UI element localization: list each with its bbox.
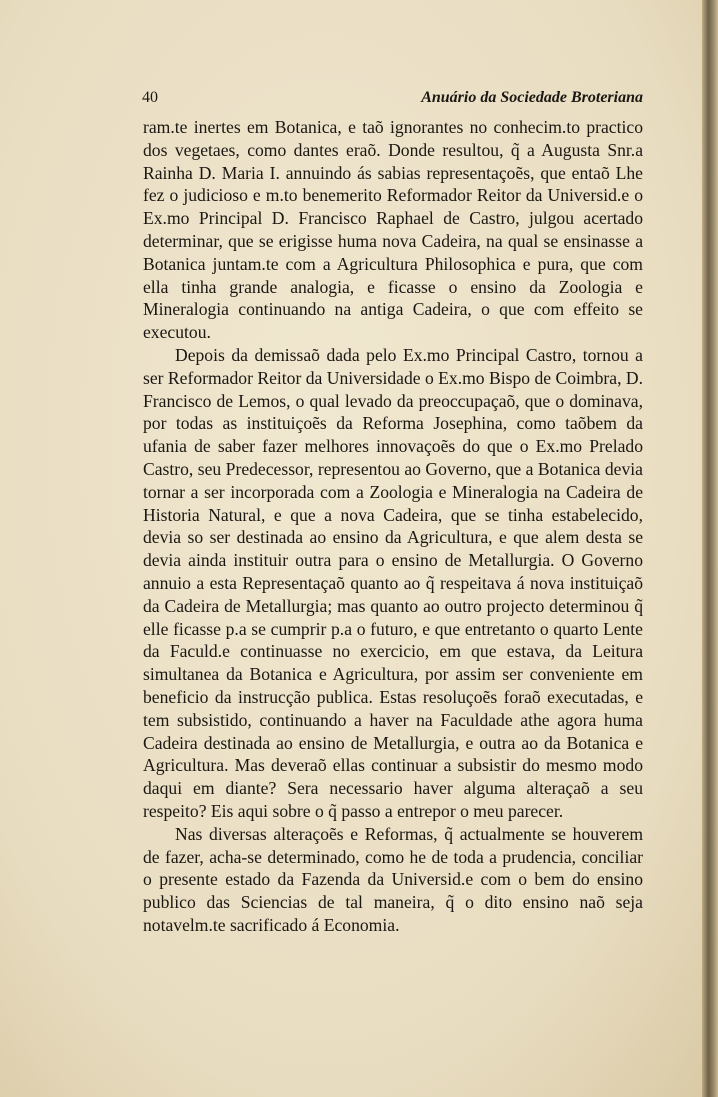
paragraph: Nas diversas alteraçoẽs e Reformas, q̃ actualmente se houverem de fazer, acha-se determinado, como he de toda a prudencia, conciliar o presente estado da Fazenda da Universid.e com o bem do ensino publico das Sciencias de tal maneira, q̃ o dito ensino naõ seja notavelm.te sacrificado á Economia. xyxy=(143,823,643,935)
running-title: Anuário da Sociedade Broteriana xyxy=(421,89,643,106)
paragraph: ram.te inertes em Botanica, e taõ ignorantes no conhecim.to practico dos vegetaes, como dantes eraõ. Donde resultou, q̃ a Augusta Snr.a Rainha D. Maria I. annuindo ás sabias representaçoẽs, que entaõ Lhe fez o judicioso e m.to benemerito Reformador Reitor da Universid.e o Ex.mo Principal D. Francisco Raphael de Castro, julgou acertado determinar, que se erigisse huma nova Cadeira, na qual se ensinasse a Botanica juntam.te com a Agricultura Philosophica e pura, que com ella tinha grande analogia, e ficasse o ensino da Zoologia e Mineralogia continuando na antiga Cadeira, o que com effeito se executou. xyxy=(143,117,643,343)
page-edge xyxy=(702,0,718,1097)
paragraph: Depois da demissaõ dada pelo Ex.mo Principal Castro, tornou a ser Reformador Reitor da Universidade o Ex.mo Bispo de Coimbra, D. Francisco de Lemos, o qual levado da preoccupaçaõ, que o dominava, por todas as instituiçoẽs da Reforma Josephina, como taõbem da ufania de saber fazer melhores innovaçoẽs do que o Ex.mo Prelado Castro, seu Predecessor, representou ao Governo, que a Botanica devia tornar a ser incorporada com a Zoologia e Mineralogia na Cadeira de Historia Natural, e que a nova Cadeira, que se tinha estabelecido, devia so ser destinada ao ensino da Agricultura, e que alem desta se devia ainda instituir outra para o ensino de Metallurgia. O Governo annuio a esta Representaçaõ quanto ao q̃ respeitava á nova instituiçaõ da Cadeira de Metallurgia; mas quanto ao outro projecto determinou q̃ elle ficasse p.a se cumprir p.a o futuro, e que entretanto o quarto Lente da Faculd.e continuasse no exercicio, em que estava, da Leitura simultanea da Botanica e Agricultura, por assim ser conveniente em beneficio da instrucção publica. Estas resoluçoẽs foraõ executadas, e tem subsistido, continuando a haver na Faculdade athe agora huma Cadeira destinada ao ensino de Metallurgia, e outra ao da Botanica e Agricultura. Mas deveraõ ellas continuar a subsistir do mesmo modo daqui em diante? Sera necessario haver alguma alteraçaõ a seu respeito? Eis aqui sobre o q̃ passo a entrepor o meu parecer. xyxy=(143,344,643,821)
page-number: 40 xyxy=(142,89,158,106)
body-text xyxy=(143,116,643,937)
